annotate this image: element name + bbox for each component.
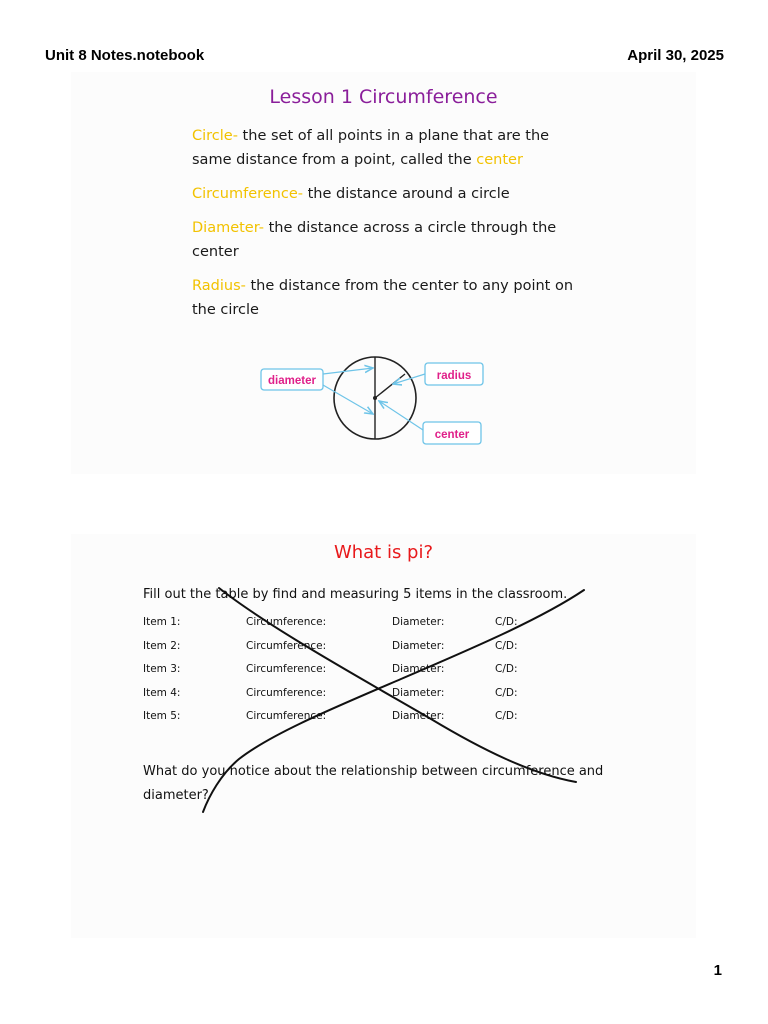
diameter-arrow xyxy=(323,385,373,414)
diameter-label: Diameter: xyxy=(392,639,445,652)
circumference-label: Circumference: xyxy=(246,710,327,722)
handwritten-cross-out xyxy=(71,534,696,938)
diameter-label: Diameter: xyxy=(392,663,445,675)
ratio-label: C/D: xyxy=(495,686,518,699)
ratio-label: C/D: xyxy=(495,710,518,722)
highlight-text: center xyxy=(476,152,523,168)
item-label: Item 1: xyxy=(143,616,181,628)
item-label: Item 3: xyxy=(143,663,181,675)
circumference-label: Circumference: xyxy=(246,616,327,628)
item-label: Item 2: xyxy=(143,639,181,652)
diameter-label: Diameter: xyxy=(392,686,445,699)
pi-slide xyxy=(71,534,696,938)
strike-line xyxy=(219,588,576,782)
definition-text: the distance from the center to any point on the circle xyxy=(192,278,574,318)
notebook-title: Unit 8 Notes.notebook xyxy=(45,47,205,64)
circle-diagram xyxy=(71,72,696,474)
lesson-title: Lesson 1 Circumference xyxy=(269,86,498,108)
circumference-label: Circumference: xyxy=(246,686,327,699)
pi-title: What is pi? xyxy=(333,542,434,563)
ratio-label: C/D: xyxy=(495,663,518,675)
definition-text: the distance around a circle xyxy=(303,186,510,202)
circumference-label: Circumference: xyxy=(246,639,327,652)
strike-line xyxy=(203,590,584,812)
ratio-label: C/D: xyxy=(495,639,518,652)
page-number: 1 xyxy=(713,962,722,979)
radius-line xyxy=(375,374,405,398)
lesson-slide xyxy=(71,72,696,474)
diameter-arrow xyxy=(323,368,373,374)
ratio-label: C/D: xyxy=(495,616,518,628)
center-arrow xyxy=(379,401,423,430)
term-label: Circumference- xyxy=(192,186,303,202)
instructions: Fill out the table by find and measuring 5 items in the classroom. xyxy=(143,587,568,602)
term-label: Diameter- xyxy=(192,220,264,236)
item-label: Item 4: xyxy=(143,686,181,699)
definition-text: the set of all points in a plane that are the same distance from a point, called the xyxy=(192,128,550,168)
page-date: April 30, 2025 xyxy=(627,47,724,64)
term-label: Radius- xyxy=(192,278,246,294)
reflection-question: What do you notice about the relationship between circumference and diameter? xyxy=(143,764,604,803)
circumference-label: Circumference: xyxy=(246,663,327,675)
diameter-label: Diameter: xyxy=(392,710,445,722)
diameter-label: diameter xyxy=(268,375,316,387)
term-label: Circle- xyxy=(192,128,238,144)
diameter-label: Diameter: xyxy=(392,616,445,628)
radius-label: radius xyxy=(436,370,472,382)
definition-text: the distance across a circle through the center xyxy=(192,220,557,260)
center-point xyxy=(373,396,377,400)
center-label: center xyxy=(434,429,470,441)
item-label: Item 5: xyxy=(143,710,181,722)
